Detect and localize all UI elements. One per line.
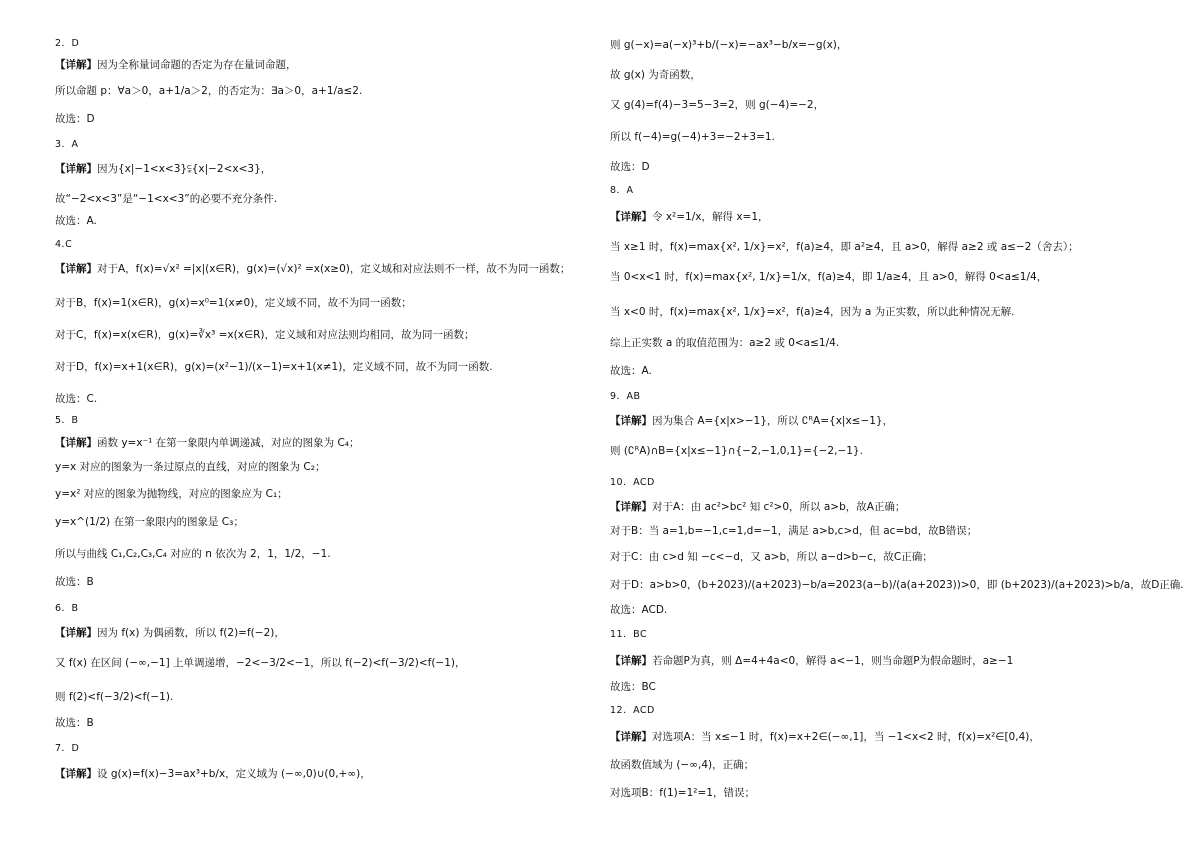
answer-number <box>55 742 79 756</box>
solution-line <box>610 336 839 350</box>
line-text: 对于C，f(x)=x(x∈R)，g(x)=∛x³ =x(x∈R)，定义域和对应法则均相同，故为同一函数； <box>55 329 475 341</box>
line-text: 故 g(x) 为奇函数， <box>610 69 701 81</box>
solution-line <box>610 305 1015 319</box>
line-text: 11．BC <box>610 629 648 640</box>
line-text: 对于D，f(x)=x+1(x∈R)，g(x)=(x²−1)/(x−1)=x+1(x≠1)，定义域不同，故不为同一函数. <box>55 361 493 373</box>
answer-number <box>55 138 79 152</box>
line-text: 函数 y=x⁻¹ 在第一象限内单调递减，对应的图象为 C₄； <box>97 437 360 449</box>
line-text: 令 x²=1/x，解得 x=1， <box>652 211 769 223</box>
line-text: 故选：A. <box>55 215 97 227</box>
solution-line <box>55 460 325 474</box>
solution-line <box>55 690 173 704</box>
solution-line <box>55 392 97 406</box>
solution-line <box>610 524 977 538</box>
detail-tag: 【详解】 <box>55 437 97 449</box>
answer-number <box>55 238 72 252</box>
line-text: 对于B，f(x)=1(x∈R)，g(x)=x⁰=1(x≠0)，定义域不同，故不为同一函数； <box>55 297 412 309</box>
line-text: 故“−2<x<3”是“−1<x<3”的必要不充分条件. <box>55 193 278 205</box>
line-text: 3．A <box>55 139 79 150</box>
answer-number <box>55 37 79 51</box>
solution-line <box>55 767 371 781</box>
solution-line <box>55 716 94 730</box>
detail-tag: 【详解】 <box>55 263 97 275</box>
line-text: 则 f(2)<f(−3/2)<f(−1). <box>55 691 174 703</box>
solution-line <box>55 58 297 72</box>
solution-line <box>610 38 847 52</box>
line-text: 所以命题 p：∀a＞0，a+1/a＞2，的否定为：∃a＞0，a+1/a≤2. <box>55 85 363 97</box>
solution-line <box>55 214 97 228</box>
solution-line <box>55 436 360 450</box>
answer-number <box>610 184 634 198</box>
solution-line <box>55 296 412 310</box>
solution-line <box>610 603 667 617</box>
line-text: 4.C <box>55 239 73 250</box>
line-text: 因为集合 A={x|x>−1}，所以 ∁ᴿA={x|x≤−1}， <box>652 415 894 427</box>
solution-line <box>610 730 1040 744</box>
detail-tag: 【详解】 <box>610 211 652 223</box>
solution-line <box>55 262 570 276</box>
solution-line <box>610 654 1013 668</box>
line-text: 故函数值域为 (−∞,4)，正确； <box>610 759 755 771</box>
line-text: 5．B <box>55 415 79 426</box>
line-text: 当 0<x<1 时，f(x)=max{x², 1/x}=1/x，f(a)≥4，即 1/a≥4，且 a>0，解得 0<a≤1/4， <box>610 271 1048 283</box>
line-text: 2．D <box>55 38 80 49</box>
solution-line <box>610 758 754 772</box>
answer-number <box>610 704 655 718</box>
line-text: 12．ACD <box>610 705 655 716</box>
solution-line <box>55 487 288 501</box>
solution-line <box>610 210 769 224</box>
answer-number <box>610 628 647 642</box>
solution-line <box>610 550 933 564</box>
solution-line <box>610 68 701 82</box>
solution-line <box>610 98 824 112</box>
answer-number <box>55 602 79 616</box>
line-text: y=x² 对应的图象为抛物线，对应的图象应为 C₁； <box>55 488 288 500</box>
solution-line <box>610 680 656 694</box>
line-text: 对于A：由 ac²>bc² 知 c²>0，所以 a>b，故A正确； <box>652 501 906 513</box>
line-text: 综上正实数 a 的取值范围为：a≥2 或 0<a≤1/4. <box>610 337 840 349</box>
answer-number <box>55 414 79 428</box>
line-text: 因为 f(x) 为偶函数，所以 f(2)=f(−2)， <box>97 627 285 639</box>
line-text: 因为{x|−1<x<3}⫋{x|−2<x<3}， <box>97 163 272 175</box>
detail-tag: 【详解】 <box>610 415 652 427</box>
line-text: 故选：ACD. <box>610 604 668 616</box>
line-text: 当 x≥1 时，f(x)=max{x², 1/x}=x²，f(a)≥4，即 a²≥4，且 a>0，解得 a≥2 或 a≤−2（舍去）； <box>610 241 1079 253</box>
line-text: 对于A，f(x)=√x² =|x|(x∈R)，g(x)=(√x)² =x(x≥0)，定义域和对应法则不一样，故不为同一函数； <box>97 263 571 275</box>
answer-number <box>610 390 641 404</box>
solution-line <box>610 786 755 800</box>
solution-line <box>55 162 271 176</box>
line-text: 对选项A：当 x≤−1 时，f(x)=x+2∈(−∞,1]，当 −1<x<2 时，f(x)=x²∈[0,4)， <box>652 731 1040 743</box>
detail-tag: 【详解】 <box>55 163 97 175</box>
solution-line <box>55 112 95 126</box>
line-text: 对于B：当 a=1,b=−1,c=1,d=−1，满足 a>b,c>d，但 ac=bd，故B错误； <box>610 525 978 537</box>
solution-line <box>55 192 277 206</box>
solution-line <box>55 575 94 589</box>
detail-tag: 【详解】 <box>610 655 652 667</box>
solution-line <box>610 444 863 458</box>
line-text: 6．B <box>55 603 79 614</box>
solution-line <box>610 364 652 378</box>
line-text: 7．D <box>55 743 80 754</box>
detail-tag: 【详解】 <box>55 768 97 780</box>
solution-line <box>610 270 1047 284</box>
solution-line <box>55 547 331 561</box>
solution-line <box>610 130 775 144</box>
solution-line <box>610 160 650 174</box>
line-text: 又 f(x) 在区间 (−∞,−1] 上单调递增，−2<−3/2<−1，所以 f(−2)<f(−3/2)<f(−1)， <box>55 657 466 669</box>
line-text: 当 x<0 时，f(x)=max{x², 1/x}=x²，f(a)≥4，因为 a 为正实数，所以此种情况无解. <box>610 306 1015 318</box>
line-text: 因为全称量词命题的否定为存在量词命题， <box>97 59 297 71</box>
solution-line <box>55 656 466 670</box>
line-text: 故选：B <box>55 717 94 729</box>
line-text: 10．ACD <box>610 477 655 488</box>
line-text: 又 g(4)=f(4)−3=5−3=2，则 g(−4)=−2， <box>610 99 825 111</box>
line-text: 对于D：a>b>0，(b+2023)/(a+2023)−b/a=2023(a−b)/(a(a+2023))>0，即 (b+2023)/(a+2023)>b/a，故D正确. <box>610 579 1184 591</box>
line-text: 9．AB <box>610 391 641 402</box>
detail-tag: 【详解】 <box>610 501 652 513</box>
line-text: 则 g(−x)=a(−x)³+b/(−x)=−ax³−b/x=−g(x)， <box>610 39 848 51</box>
solution-line <box>610 414 893 428</box>
line-text: 故选：C. <box>55 393 98 405</box>
detail-tag: 【详解】 <box>55 59 97 71</box>
answer-number <box>610 476 655 490</box>
line-text: 则 (∁ᴿA)∩B={x|x≤−1}∩{−2,−1,0,1}={−2,−1}. <box>610 445 863 457</box>
solution-line <box>55 626 285 640</box>
line-text: 对选项B：f(1)=1²=1，错误； <box>610 787 755 799</box>
solution-line <box>610 240 1079 254</box>
line-text: 若命题P为真，则 Δ=4+4a<0，解得 a<−1，则当命题P为假命题时，a≥−1 <box>652 655 1014 667</box>
line-text: 故选：A. <box>610 365 652 377</box>
line-text: 8．A <box>610 185 634 196</box>
solution-line <box>610 500 905 514</box>
line-text: 故选：BC <box>610 681 656 693</box>
solution-line <box>55 360 493 374</box>
line-text: 对于C：由 c>d 知 −c<−d，又 a>b，所以 a−d>b−c，故C正确； <box>610 551 933 563</box>
line-text: y=x^(1/2) 在第一象限内的图象是 C₃； <box>55 516 244 528</box>
detail-tag: 【详解】 <box>55 627 97 639</box>
solution-line <box>55 328 474 342</box>
solution-line <box>55 84 362 98</box>
solution-line <box>610 578 1184 592</box>
line-text: y=x 对应的图象为一条过原点的直线，对应的图象为 C₂； <box>55 461 326 473</box>
line-text: 故选：D <box>610 161 650 173</box>
line-text: 故选：D <box>55 113 95 125</box>
line-text: 所以 f(−4)=g(−4)+3=−2+3=1. <box>610 131 775 143</box>
solution-line <box>55 515 244 529</box>
detail-tag: 【详解】 <box>610 731 652 743</box>
line-text: 所以与曲线 C₁,C₂,C₃,C₄ 对应的 n 依次为 2，1，1/2，−1. <box>55 548 331 560</box>
line-text: 故选：B <box>55 576 94 588</box>
line-text: 设 g(x)=f(x)−3=ax³+b/x，定义域为 (−∞,0)∪(0,+∞)， <box>97 768 371 780</box>
